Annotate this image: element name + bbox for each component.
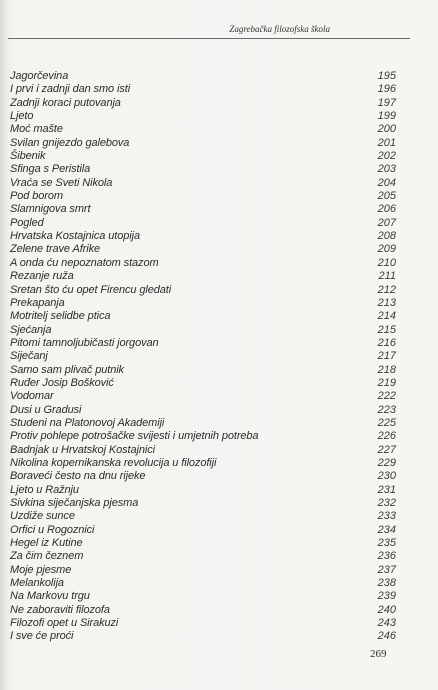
toc-entry	[10, 150, 396, 163]
toc-entry	[10, 270, 396, 283]
toc-entry-title: Hrvatska Kostajnica utopija	[10, 230, 140, 243]
toc-entry	[10, 564, 396, 577]
toc-entry-page: 237	[377, 563, 396, 576]
toc-entry	[10, 284, 396, 297]
toc-entry-page: 243	[377, 617, 396, 630]
toc-entry-title: Jagorčevina	[10, 70, 69, 82]
toc-entry-page: 239	[377, 590, 396, 603]
toc-entry-page: 203	[377, 163, 396, 176]
toc-entry	[10, 163, 396, 176]
toc-entry-page: 196	[377, 83, 396, 96]
toc-entry-page: 216	[377, 336, 396, 349]
toc-entry-title: Sivkina siječanjska pjesma	[10, 497, 139, 509]
toc-entry-page: 222	[377, 390, 396, 403]
toc-entry-page: 236	[377, 550, 396, 563]
toc-entry	[10, 537, 396, 550]
toc-entry-page: 232	[377, 497, 396, 509]
toc-entry-page: 234	[377, 523, 396, 536]
toc-entry	[10, 497, 396, 510]
toc-entry-page: 204	[377, 176, 396, 189]
toc-entry	[10, 550, 396, 563]
toc-entry-title: Motritelj selidbe ptica	[10, 310, 111, 323]
toc-entry-page: 214	[377, 310, 396, 323]
toc-entry-title: Moje pjesme	[10, 563, 72, 576]
toc-entry-page: 200	[377, 123, 396, 136]
toc-entry-page: 202	[377, 150, 396, 163]
toc-entry-page: 213	[377, 296, 396, 309]
toc-entry-page: 226	[377, 430, 396, 443]
toc-entry	[10, 510, 396, 523]
toc-entry-title: Sretan što ću opet Firencu gledati	[10, 283, 172, 296]
toc-entry-page: 229	[377, 456, 396, 469]
toc-entry-title: Moć mašte	[10, 123, 63, 136]
toc-entry-title: Prekapanja	[10, 296, 65, 309]
toc-entry-title: Protiv pohlepe potrošačke svijesti i umjetnih potreba	[10, 430, 259, 443]
toc-entry-page: 195	[377, 70, 396, 82]
toc-entry-page: 210	[377, 256, 396, 269]
toc-entry-title: Rezanje ruža	[10, 270, 74, 283]
toc-entry	[10, 137, 396, 150]
toc-entry-title: Dusi u Gradusi	[10, 403, 82, 416]
toc-entry-page: 201	[377, 136, 396, 149]
toc-entry-page: 211	[378, 270, 396, 283]
toc-entry-title: I prvi i zadnji dan smo isti	[10, 83, 131, 96]
toc-entry	[10, 110, 396, 123]
toc-entry-title: Uzdiže sunce	[10, 510, 75, 523]
toc-entry	[10, 310, 396, 323]
toc-entry	[10, 404, 396, 417]
toc-entry-title: Pod borom	[10, 190, 63, 203]
toc-entry-page: 199	[377, 110, 396, 123]
toc-entry-title: Pogled	[10, 216, 44, 229]
toc-entry-page: 233	[377, 510, 396, 523]
toc-entry-page: 235	[377, 537, 396, 550]
toc-entry-title: Vraća se Sveti Nikola	[10, 176, 113, 189]
toc-entry	[10, 457, 396, 470]
toc-entry-title: Ne zaboraviti filozofa	[10, 603, 110, 616]
toc-entry	[10, 484, 396, 497]
toc-entry	[10, 324, 396, 337]
toc-entry-title: Sfinga s Peristila	[10, 163, 91, 176]
toc-entry	[10, 97, 396, 110]
toc-entry-title: Melankolija	[10, 577, 64, 590]
toc-entry-page: 197	[377, 96, 396, 109]
toc-entry-title: Studeni na Platonovoj Akademiji	[10, 416, 165, 429]
table-of-contents	[10, 70, 396, 644]
toc-entry-page: 225	[377, 416, 396, 429]
toc-entry-page: 209	[377, 243, 396, 256]
running-header-title: Zagrebačka filozofska škola	[229, 24, 330, 34]
toc-entry-page: 246	[377, 630, 396, 643]
toc-entry-page: 223	[377, 403, 396, 416]
toc-entry-title: Sjećanja	[10, 323, 52, 336]
toc-entry-page: 205	[377, 190, 396, 203]
toc-entry-title: I sve će proći	[10, 630, 74, 643]
toc-entry	[10, 190, 396, 203]
toc-entry	[10, 377, 396, 390]
toc-entry-page: 227	[377, 443, 396, 456]
toc-entry-page: 219	[377, 376, 396, 389]
toc-entry-title: A onda ću nepoznatom stazom	[10, 256, 159, 269]
toc-entry	[10, 350, 396, 363]
toc-entry-title: Za čim čeznem	[10, 550, 84, 563]
toc-entry-page: 215	[377, 323, 396, 336]
toc-entry-title: Ljeto u Ražnju	[10, 483, 79, 496]
toc-entry	[10, 470, 396, 483]
toc-entry	[10, 123, 396, 136]
toc-entry-title: Badnjak u Hrvatskoj Kostajnici	[10, 443, 155, 456]
toc-entry-page: 208	[377, 230, 396, 243]
toc-entry-page: 238	[377, 577, 396, 590]
toc-entry	[10, 243, 396, 256]
toc-entry	[10, 630, 396, 643]
toc-entry	[10, 617, 396, 630]
toc-entry	[10, 430, 396, 443]
toc-entry-title: Na Markovu trgu	[10, 590, 90, 603]
toc-entry-title: Svilan gnijezdo galebova	[10, 136, 130, 149]
toc-entry	[10, 217, 396, 230]
toc-entry	[10, 70, 396, 83]
toc-entry-title: Boraveći često na dnu rijeke	[10, 470, 146, 483]
toc-entry-title: Samo sam plivač putnik	[10, 363, 124, 376]
running-header	[8, 24, 410, 39]
toc-entry	[10, 230, 396, 243]
toc-entry	[10, 524, 396, 537]
toc-entry	[10, 604, 396, 617]
toc-entry-page: 218	[377, 363, 396, 376]
toc-entry-title: Orfici u Rogoznici	[10, 523, 95, 536]
toc-entry-title: Ruđer Josip Bošković	[10, 376, 114, 389]
toc-entry-page: 217	[377, 350, 396, 363]
toc-entry-title: Vodomar	[10, 390, 54, 403]
toc-entry	[10, 177, 396, 190]
toc-entry	[10, 83, 396, 96]
page-number: 269	[370, 648, 387, 660]
toc-entry-page: 240	[377, 603, 396, 616]
toc-entry-page: 212	[377, 283, 396, 296]
toc-entry	[10, 444, 396, 457]
toc-entry-title: Slamnigova smrt	[10, 203, 91, 216]
toc-entry-page: 207	[377, 216, 396, 229]
toc-entry-title: Nikolina kopernikanska revolucija u filozofiji	[10, 456, 217, 469]
toc-entry-page: 230	[377, 470, 396, 483]
toc-entry-title: Hegel iz Kutine	[10, 537, 83, 550]
toc-entry	[10, 203, 396, 216]
toc-entry-title: Siječanj	[10, 350, 48, 363]
toc-entry-page: 231	[377, 483, 396, 496]
toc-entry-title: Pitomi tamnoljubičasti jorgovan	[10, 336, 159, 349]
toc-entry-page: 206	[377, 203, 396, 216]
toc-entry	[10, 337, 396, 350]
toc-entry-title: Ljeto	[10, 110, 34, 123]
toc-entry-title: Zadnji koraci putovanja	[10, 96, 121, 109]
toc-entry	[10, 417, 396, 430]
toc-entry	[10, 590, 396, 603]
toc-entry-title: Filozofi opet u Sirakuzi	[10, 617, 119, 630]
toc-entry	[10, 364, 396, 377]
toc-entry	[10, 577, 396, 590]
toc-entry	[10, 297, 396, 310]
toc-entry-title: Šibenik	[10, 150, 46, 163]
toc-entry-title: Zelene trave Afrike	[10, 243, 101, 256]
toc-entry	[10, 257, 396, 270]
toc-entry	[10, 390, 396, 403]
